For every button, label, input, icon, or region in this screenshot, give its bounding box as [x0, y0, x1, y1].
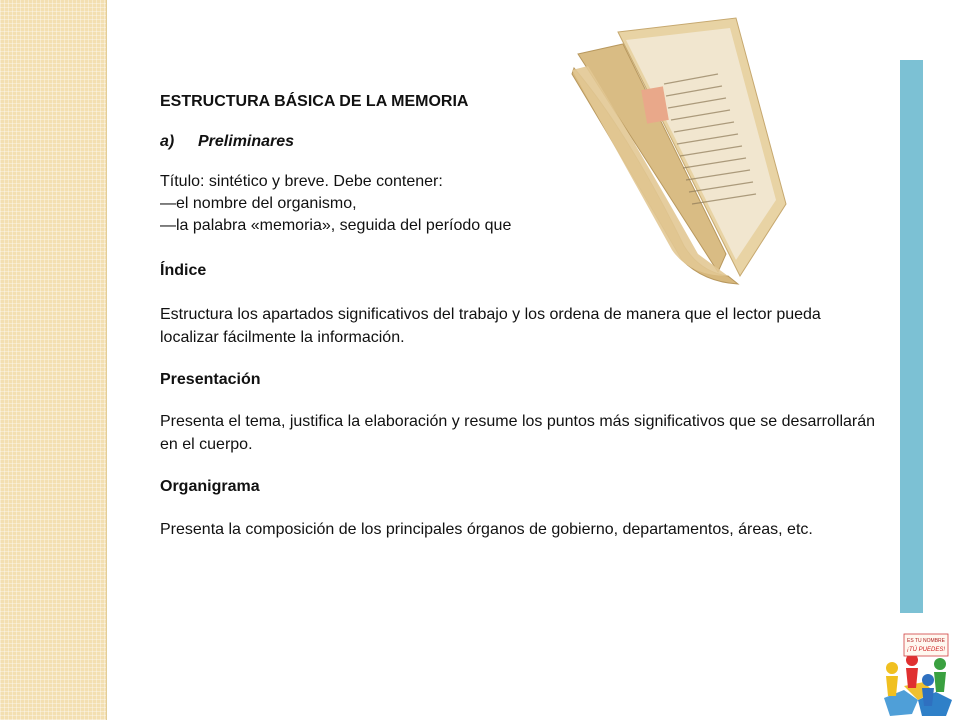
- section-title-organigrama: Organigrama: [160, 478, 260, 495]
- list-marker: a): [160, 133, 175, 150]
- section-title-presentacion: Presentación: [160, 371, 261, 388]
- accent-bar: [900, 60, 923, 613]
- decorative-left-strip: [0, 0, 107, 720]
- titulo-line-1: Título: sintético y breve. Debe contener:: [160, 173, 443, 190]
- preliminares-label: Preliminares: [198, 133, 295, 150]
- titulo-line-2: —el nombre del organismo,: [160, 195, 357, 212]
- section-text-presentacion: Presenta el tema, justifica la elaboración y resume los puntos más significativos que se desarrollarán en el cuerpo.: [160, 413, 876, 453]
- section-text-organigrama: Presenta la composición de los principales órganos de gobierno, departamentos, áreas, etc.: [160, 521, 813, 538]
- slide-heading: ESTRUCTURA BÁSICA DE LA MEMORIA: [160, 93, 469, 110]
- section-title-indice: Índice: [160, 262, 207, 279]
- section-text-indice: Estructura los apartados significativos del trabajo y los ordena de manera que el lector pueda localizar fácilmente la información.: [160, 306, 821, 346]
- logo-text-line-2: ¡TÚ PUEDES!: [906, 647, 946, 653]
- teamwork-logo-image: [874, 630, 960, 720]
- folder-image: [568, 14, 793, 289]
- logo-text-line-1: ES TU NOMBRE: [907, 638, 945, 644]
- titulo-line-3: —la palabra «memoria», seguida del período que: [160, 217, 512, 234]
